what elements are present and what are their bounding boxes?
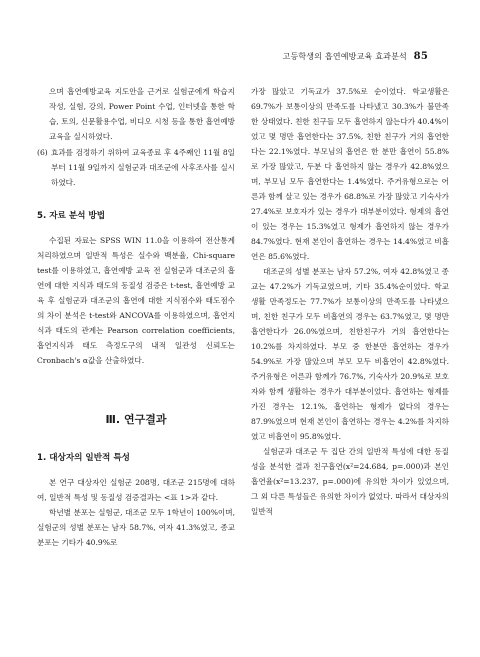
page-number: 85 (413, 51, 428, 62)
left-paragraph-1: 으며 흡연예방교육 지도안을 근거로 실험군에게 학습지 작성, 실험, 강의, Power Point 수업, 인터넷을 통한 학습, 토의, 신문활용수업, 비디오 시청 등을 통한 흡연예방 교육을 실시하였다. (49, 87, 235, 141)
left-column (37, 84, 235, 550)
right-paragraph-3: 실험군과 대조군 두 집단 간의 일반적 특성에 대한 동질성을 분석한 결과 친구흡연(x²=24.684, p=.000)과 본인 흡연율(x²=13.237, p=.000)에 유의한 차이가 있었으며, 그 외 다른 특성들은 유의한 차이가 없었다. 따라서 대상자의 일반적 (251, 447, 449, 516)
right-column (251, 84, 449, 519)
right-paragraph-2: 대조군의 성별 분포는 남자 57.2%, 여자 42.8%였고 종교는 47.2%가 기독교였으며, 기타 35.4%순이었다. 학교 생활 만족정도는 77.7%가 보통이상의 만족도를 나타냈으며, 친한 친구가 모두 비흡연의 경우는 63.7%였고, 몇 명만 흡연한다가 26.0%였으며, 친한친구가 거의 흡연한다는 10.2%를 차지하였다. 부모 중 한분만 흡연하는 경우가 54.9%로 가장 많았으며 부모 모두 비흡연이 42.8%였다. 주거유형은 어른과 함께가 76.7%, 기숙사가 20.9%로 보호자와 함께 생활하는 경우가 대부분이었다. 흡연하는 형제를 가진 경우는 12.1%, 흡연하는 형제가 없다의 경우는 87.9%였으며 현재 본인이 흡연하는 경우는 4.2%를 차지하였고 비흡연이 95.8%였다. (251, 267, 449, 441)
running-title: 고등학생의 흡연예방교육 효과분석 (282, 52, 407, 61)
item-text: 효과를 검정하기 위하여 교육종료 후 4주째인 11월 8일부터 11월 9일까지 실험군과 대조군에 사후조사를 실시하였다. (51, 148, 235, 187)
section-1-paragraph-2: 학년별 분포는 실험군, 대조군 모두 1학년이 100%이며, 실험군의 성별 분포는 남자 58.7%, 여자 41.3%였고, 종교분포는 기타가 40.9%로 (37, 508, 235, 547)
item-number: (6) (37, 148, 48, 157)
running-header (283, 51, 428, 62)
section-5-heading: 5. 자료 분석 방법 (37, 211, 106, 221)
chapter-heading: Ⅲ. 연구결과 (105, 413, 167, 426)
right-paragraph-1: 가장 많았고 기독교가 37.5%로 순이었다. 학교생활은 69.7%가 보통이상의 만족도를 나타냈고 30.3%가 불만족한 상태였다. 친한 친구들 모두 흡연하지 않는다가 40.4%이었고 몇 명만 흡연한다는 37.5%, 친한 친구가 거의 흡연한다는 22.1%였다. 부모님의 흡연은 한 분만 흡연이 55.8%로 가장 많았고, 두분 다 흡연하지 않는 경우가 42.8%였으며, 부모님 모두 흡연한다는 1.4%였다. 주거유형으로는 어른과 함께 살고 있는 경우가 68.8%로 가장 많았고 기숙사가 27.4%로 보호자가 있는 경우가 대부분이었다. 형제의 흡연이 있는 경우는 15.3%였고 형제가 흡연하지 않는 경우가 84.7%였다. 현재 본인이 흡연하는 경우는 14.4%였고 비흡연은 85.6%였다. (251, 87, 449, 261)
section-5-paragraph: 수집된 자료는 SPSS WIN 11.0을 이용하여 전산통계 처리하였으며 일반적 특성은 실수와 백분율, Chi-square test를 이용하였고, 흡연예방 교육 전 실험군과 대조군의 흡연에 대한 지식과 태도의 동질성 검증은 t-test, 흡연예방 교육 후 실험군과 대조군의 흡연에 대한 지식점수와 태도점수의 차이 분석은 t-test와 ANCOVA를 이용하였으며, 흡연지식과 태도의 관계는 Pearson correlation coefficients, 흡연지식과 태도 측정도구의 내적 일관성 신뢰도는 Cronbach's α값을 산출하였다. (37, 236, 235, 365)
numbered-item-6 (37, 145, 235, 190)
section-1-paragraph-1: 본 연구 대상자인 실험군 208명, 대조군 215명에 대하여, 일반적 특성 및 동질성 검증결과는 <표 1>과 같다. (37, 478, 235, 502)
section-1-heading: 1. 대상자의 일반적 특성 (37, 453, 130, 463)
